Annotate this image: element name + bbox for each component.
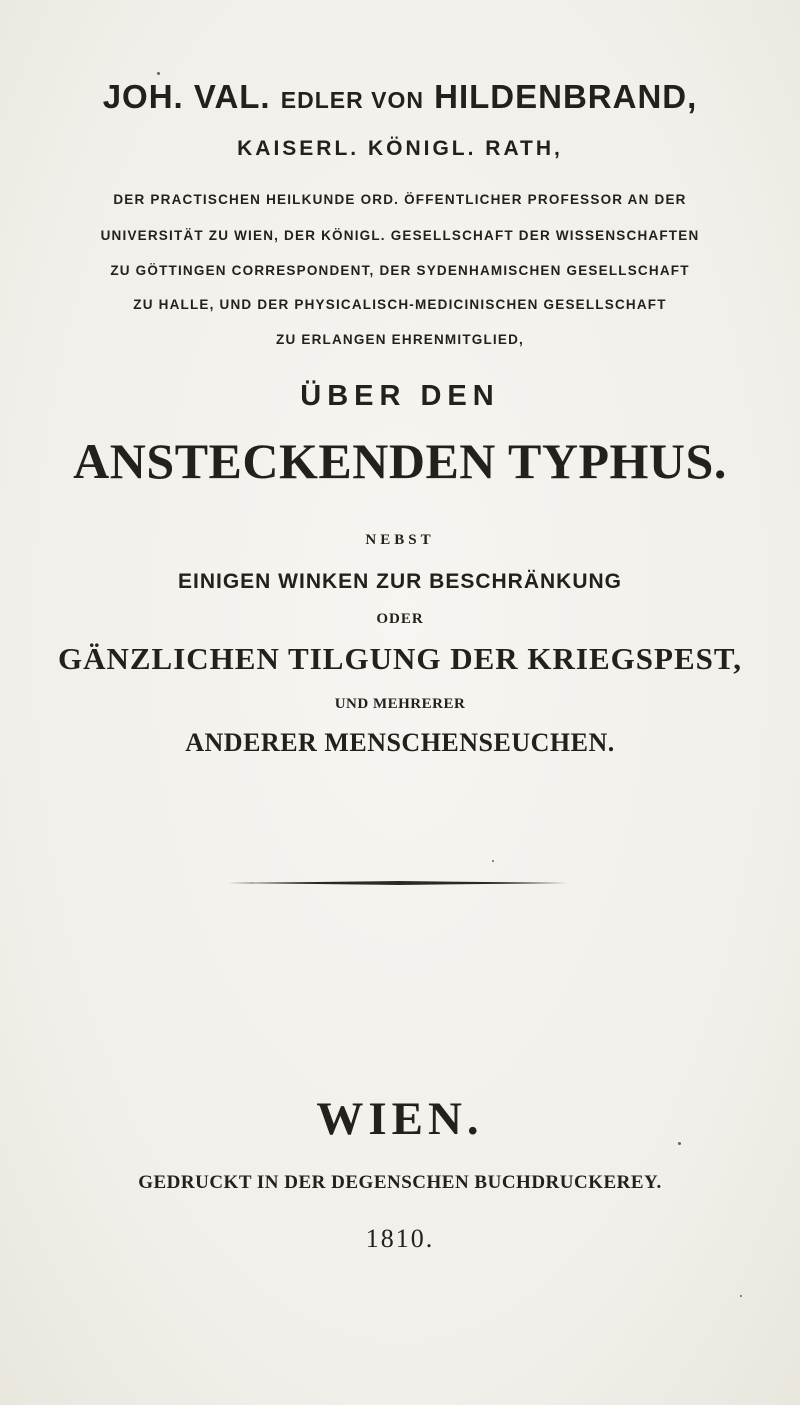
credential-line-1: DER PRACTISCHEN HEILKUNDE ORD. ÖFFENTLICHER PROFESSOR AN DER	[113, 192, 687, 207]
imprint-year: 1810.	[365, 1224, 435, 1253]
author-surname: HILDENBRAND,	[434, 78, 698, 115]
paper-speck	[157, 72, 160, 75]
subtitle-line-3: ANDERER MENSCHENSEUCHEN.	[185, 728, 615, 757]
subtitle-line-1: EINIGEN WINKEN ZUR BESCHRÄNKUNG	[177, 570, 622, 593]
author-rank: EDLER VON	[280, 87, 424, 113]
credential-line-4: ZU HALLE, UND DER PHYSICALISCH-MEDICINISCHEN GESELLSCHAFT	[133, 297, 667, 312]
author-given-name: JOH. VAL.	[102, 78, 271, 115]
credential-line-3: ZU GÖTTINGEN CORRESPONDENT, DER SYDENHAMISCHEN GESELLSCHAFT	[110, 263, 690, 278]
subtitle-connector-oder: ODER	[376, 611, 424, 627]
imprint-printer: GEDRUCKT IN DER DEGENSCHEN BUCHDRUCKEREY.	[138, 1172, 662, 1193]
credential-line-5: ZU ERLANGEN EHRENMITGLIED,	[276, 332, 524, 347]
title-prefix: ÜBER DEN	[300, 380, 500, 412]
paper-speck	[492, 860, 494, 862]
imprint-place: WIEN.	[316, 1093, 484, 1145]
paper-speck	[740, 1295, 742, 1297]
subtitle-connector-mehrerer: UND MEHRERER	[334, 696, 466, 712]
subtitle-connector-nebst: NEBST	[365, 532, 435, 548]
paper-speck	[678, 1142, 681, 1145]
decorative-rule	[228, 881, 568, 885]
credential-line-2: UNIVERSITÄT ZU WIEN, DER KÖNIGL. GESELLSCHAFT DER WISSENSCHAFTEN	[100, 228, 700, 243]
author-title: KAISERL. KÖNIGL. RATH,	[237, 137, 563, 160]
main-title: ANSTECKENDEN TYPHUS.	[73, 433, 727, 489]
subtitle-line-2: GÄNZLICHEN TILGUNG DER KRIEGSPEST,	[57, 641, 742, 676]
author-line	[0, 78, 800, 116]
